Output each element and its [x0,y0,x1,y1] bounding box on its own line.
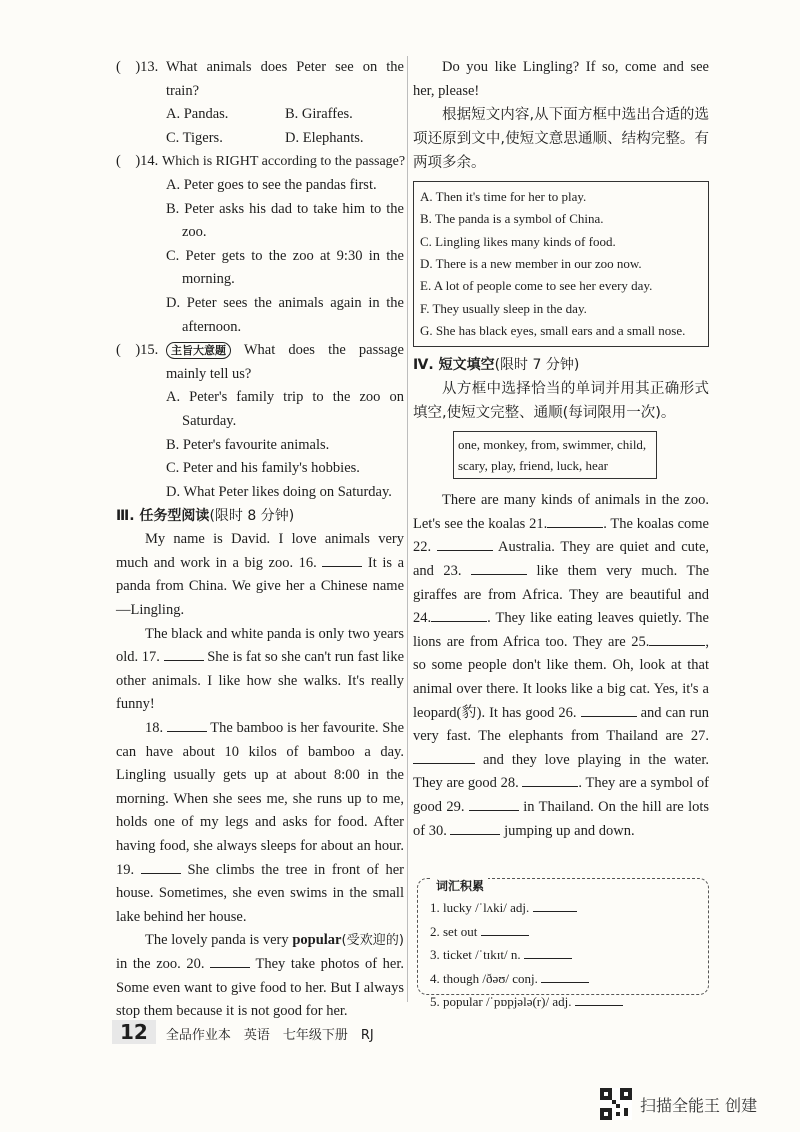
option-b: B. Peter's favourite animals. [166,436,330,453]
question-number: ( )14. [116,153,159,170]
blank-29[interactable] [469,796,519,811]
paragraph-1: My name is David. I love animals very much and work in a big zoo. 16. It is a panda from China. We give her a Chinese name—Lingling. [116,531,405,619]
vocab-blank[interactable] [575,991,623,1006]
section-4-instruction: 从方框中选择恰当的单词并用其正确形式填空,使短文完整、通顺(每词限用一次)。 [413,381,709,422]
vocabulary-title: 词汇积累 [432,877,488,894]
page-footer [112,1020,374,1044]
option-c: C. Peter gets to the zoo at 9:30 in the morning. [166,247,404,288]
question-number: ( )15. [116,342,159,359]
option-a: A. Pandas. [166,106,229,123]
blank-30[interactable] [450,820,500,835]
vocab-blank[interactable] [524,944,572,959]
question-13 [116,56,404,150]
paragraph-4: The lovely panda is very popular(受欢迎的) in the zoo. 20. They take photos of her. Some even want to give food to her. But I always stop them because it is not good for her. [116,932,404,1020]
blank-24[interactable] [431,607,487,622]
option-a: A. Peter's family trip to the zoo on Saturday. [166,389,404,429]
question-stem: Which is RIGHT according to the passage? [162,154,406,170]
option-a: A. Peter goes to see the pandas first. [166,176,377,193]
blank-28[interactable] [522,772,578,787]
question-number: ( )13. [116,59,159,75]
vocab-item: 4. though /ðəʊ/ conj. [430,967,623,991]
vocabulary-box [417,878,709,1009]
cloze-passage: There are many kinds of animals in the zoo. Let's see the koalas 21. . The koalas come 22. Australia. They are quiet and cute, and 23. like them very much. The giraffes are from Africa. They are beautiful and 24. . They like eating leaves quietly. The lions are from Africa too. They are 25. , so some people don't like them. Oh, look at that animal over there. It looks like a big cat. Yes, it's a leopard(豹). It has good 26. and can run very fast. The elephants from Thailand are 27. and they love playing in the water. They are good 28. . They are a symbol of good 29. in Thailand. On the hill are lots of 30. jumping up and down. [413,492,710,839]
blank-18[interactable] [167,717,207,732]
column-divider [407,56,408,1002]
blank-27[interactable] [413,749,475,764]
question-stem: What animals does Peter see on the train? [166,59,404,99]
blank-19[interactable] [141,859,181,874]
paragraph-3: 18. The bamboo is her favourite. She can have about 10 kilos of bamboo a day. Lingling usually gets up at about 8:00 in the morning. When she sees me, she runs up to me, holds one of my legs and asks for food. After having food, she always sleeps for about an hour. 19. She climbs the tree in front of her house. Sometimes, she even swims in the small lake behind her house. [116,717,404,929]
section-title: Ⅳ. 短文填空 [413,357,495,374]
vocab-blank[interactable] [533,897,577,912]
box-option-g: G. She has black eyes, small ears and a small nose. [420,322,686,338]
question-text: What does the passage mainly tell us? [166,342,404,382]
question-14 [116,150,404,339]
section-3-instruction: 根据短文内容,从下面方框中选出合适的选项还原到文中,使短文意思通顺、结构完整。有两项多余。 [413,107,709,172]
vocab-item: 1. lucky /ˈlʌki/ adj. [430,896,623,920]
paragraph-5: Do you like Lingling? If so, come and see her, please! [413,59,709,99]
question-stem [166,339,404,386]
vocab-item: 5. popular /ˈpɒpjələ(r)/ adj. [430,990,623,1014]
box-option-f: F. They usually sleep in the day. [420,300,587,316]
section-4-heading [413,353,709,377]
paragraph-2: The black and white panda is only two years old. 17. She is fat so she can't run fast like other animals. I like how she walks. It's really funny! [116,625,404,713]
blank-21[interactable] [547,513,603,528]
time-limit: (限时 7 分钟) [494,357,580,374]
vocab-blank[interactable] [541,968,589,983]
vocabulary-list [430,896,623,1014]
main-idea-badge: 主旨大意题 [166,342,231,359]
blank-17[interactable] [164,646,204,661]
blank-23[interactable] [471,560,527,575]
book-title: 全品作业本 英语 七年级下册 RJ [165,1028,374,1043]
option-b: B. Peter asks his dad to take him to the zoo. [166,200,404,241]
option-c: C. Tigers. [166,129,223,146]
box-option-b: B. The panda is a symbol of China. [420,211,604,227]
blank-20[interactable] [210,953,250,968]
time-limit: (限时 8 分钟) [209,508,295,525]
vocab-blank[interactable] [481,921,529,936]
right-column [413,56,709,843]
scanner-watermark [600,1088,757,1120]
box-option-a: A. Then it's time for her to play. [420,189,587,205]
section-title: Ⅲ. 任务型阅读 [116,508,210,525]
word-box [453,431,657,479]
section-3-heading [116,504,404,528]
vocab-item: 3. ticket /ˈtɪkɪt/ n. [430,943,623,967]
question-15 [116,339,404,504]
box-option-e: E. A lot of people come to see her every day. [420,278,653,294]
qr-code-icon [600,1088,632,1120]
vocab-item: 2. set out [430,920,623,944]
options [166,103,404,150]
box-option-c: C. Lingling likes many kinds of food. [420,233,616,249]
blank-26[interactable] [581,702,637,717]
blank-22[interactable] [437,536,493,551]
page-number: 12 [112,1020,156,1044]
blank-16[interactable] [322,552,362,567]
option-b: B. Giraffes. [285,106,353,123]
option-d: D. Elephants. [285,129,364,146]
watermark-text: 扫描全能王 创建 [640,1095,758,1115]
option-c: C. Peter and his family's hobbies. [166,460,360,477]
left-column [116,56,404,1024]
option-box [413,181,709,347]
blank-25[interactable] [649,631,705,646]
word-list-line-2: scary, play, friend, luck, hear [458,458,608,474]
word-list-line-1: one, monkey, from, swimmer, child, [458,437,647,453]
option-d: D. What Peter likes doing on Saturday. [166,483,392,500]
option-d: D. Peter sees the animals again in the afternoon. [166,294,404,335]
box-option-d: D. There is a new member in our zoo now. [420,256,642,272]
